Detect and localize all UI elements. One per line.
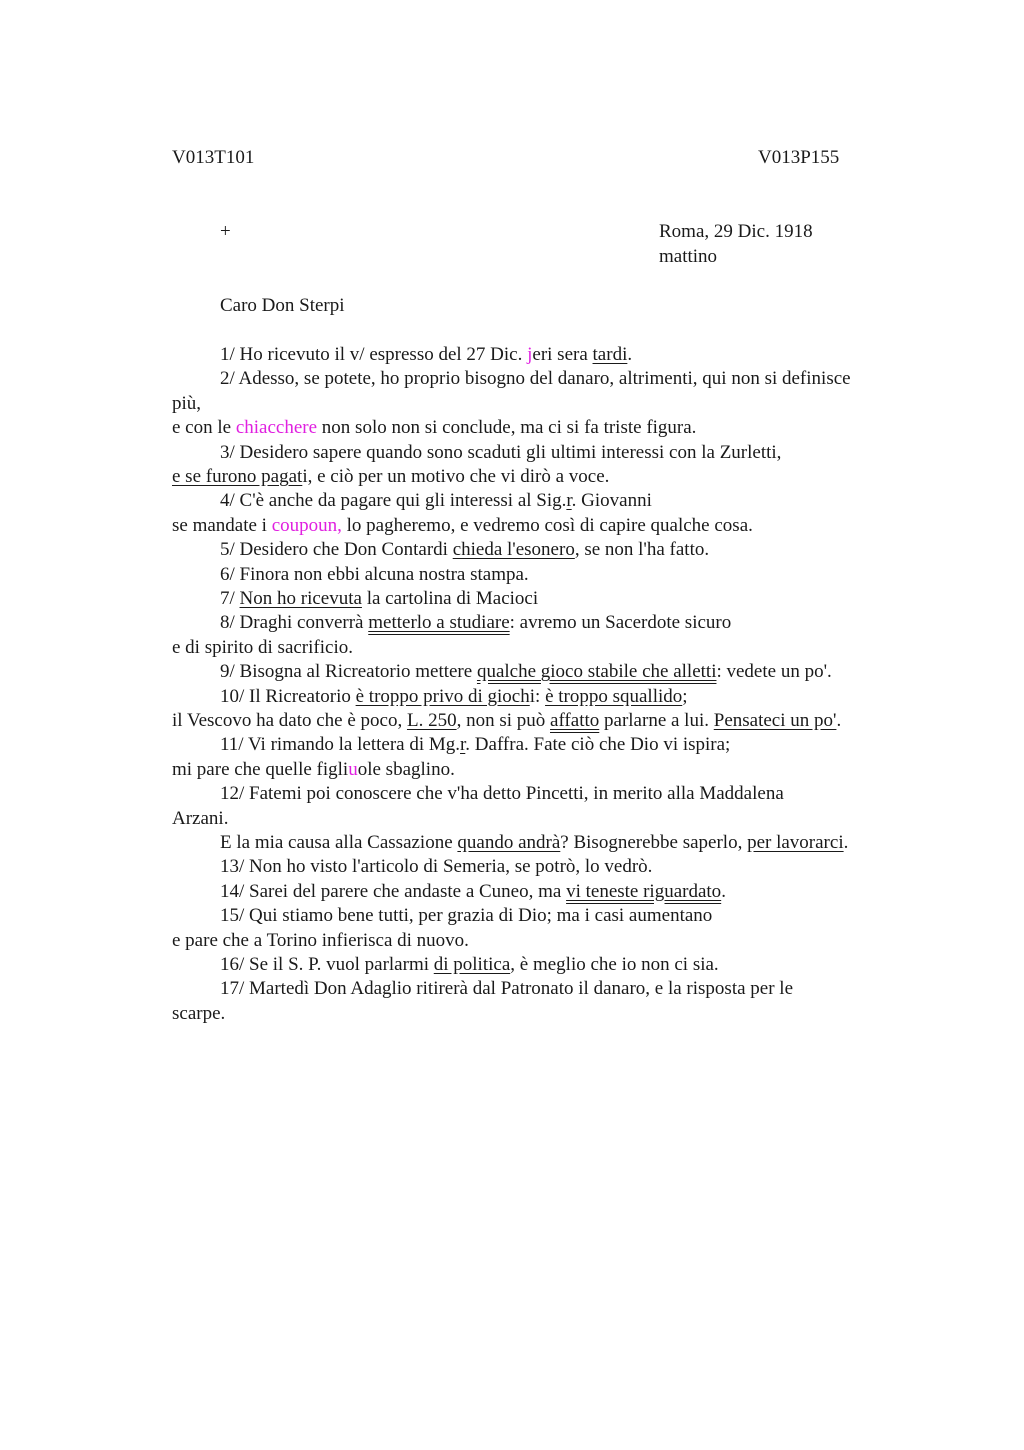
underlined-text: tardi [592,344,628,365]
letter-line [220,977,793,1001]
text-segment: 10/ Il Ricreatorio [220,685,356,707]
underlined-text: è troppo privo di gioch [355,685,530,707]
highlighted-text: j [527,344,533,365]
text-segment: 12/ Fatemi poi conoscere che v'ha detto Pincetti, in merito alla Maddalena [220,783,784,805]
text-segment: 9/ Bisogna al Ricreatorio mettere [220,661,477,683]
text-segment: 4/ C'è anche da pagare qui gli interessi al Sig. [220,490,567,512]
letter-line [172,1002,225,1026]
letter-line [220,611,731,635]
text-segment: i, e ciò per un motivo che vi dirò a voce. [302,466,610,487]
text-segment: ole sbaglino. [357,758,455,780]
text-segment: ; [682,685,688,707]
letter-line [172,514,753,538]
cross-mark: + [220,221,231,242]
text-segment: 13/ Non ho visto l'articolo di Semeria, se potrò, lo vedrò. [220,856,653,878]
letter-line [220,343,632,367]
highlighted-text: chiacchere [235,417,318,439]
text-segment: il Vescovo ha dato che è poco, [172,710,407,731]
text-segment: mi pare che quelle figli [172,758,349,780]
text-segment: 11/ Vi rimando la lettera di Mg. [220,734,461,756]
underlined-text: chieda l'esonero [452,539,575,561]
text-segment: 2/ Adesso, se potete, ho proprio bisogno del danaro, altrimenti, qui non si definisce [220,368,851,390]
letter-line [220,685,688,709]
text-segment: . [843,832,849,853]
highlighted-text: u [348,758,358,780]
letter-line [172,636,353,660]
text-segment: . [721,880,726,902]
text-segment: se mandate i [172,514,272,536]
text-segment: . Daffra. Fate ciò che Dio vi ispira; [465,734,731,756]
letter-line [172,758,455,782]
text-segment: ? Bisognerebbe saperlo, [560,832,748,853]
text-segment: E la mia causa alla Cassazione [220,832,458,853]
letter-line [172,465,609,489]
text-segment: 7/ [220,588,240,609]
text-segment: 1/ Ho ricevuto il v/ espresso del 27 Dic. [220,344,528,365]
letter-line [220,441,781,465]
letter-line [220,904,712,928]
letter-line [220,587,538,611]
letter-line [220,782,784,806]
double-underlined-text: qualche gioco stabile che alletti [476,661,717,683]
double-underlined-text: vi teneste riguardato [566,880,722,902]
letter-line [220,563,529,587]
text-segment: 8/ Draghi converrà [220,612,369,634]
text-segment: , è meglio che io non ci sia. [510,954,719,975]
text-segment: 14/ Sarei del parere che andaste a Cuneo, ma [220,880,567,902]
text-segment: 16/ Se il S. P. vuol parlarmi [220,954,434,975]
underlined-text: Pensateci un po' [713,710,837,731]
underlined-text: Non ho ricevuta [239,588,362,609]
text-segment: : avremo un Sacerdote sicuro [509,612,732,634]
text-segment: e pare che a Torino infierisca di nuovo. [172,929,469,951]
underlined-text: per lavorarci [747,832,844,853]
underlined-text: di politica [433,954,511,975]
letter-line [220,538,709,562]
text-segment: i: [529,685,546,707]
page-code-right: V013P155 [758,147,840,168]
text-segment: 15/ Qui stiamo bene tutti, per grazia di Dio; ma i casi aumentano [220,905,713,927]
text-segment: 5/ Desidero che Don Contardi [220,539,453,561]
letter-line [220,367,851,391]
letter-line [220,660,832,684]
letter-line [172,416,696,440]
document-code-left: V013T101 [172,147,255,168]
text-segment: eri sera [532,344,593,365]
highlighted-text: coupoun, [271,514,342,536]
text-segment: la cartolina di Macioci [361,588,539,609]
double-underlined-text: metterlo a studiare [368,612,510,634]
letter-line [172,709,841,733]
text-segment: Arzani. [172,807,229,829]
text-segment: scarpe. [172,1002,226,1024]
text-segment: , non si può [456,710,551,731]
salutation: Caro Don Sterpi [220,295,345,316]
underlined-text: e se furono pagat [172,466,303,487]
text-segment: più, [172,392,202,414]
time-of-day: mattino [659,246,718,267]
underlined-text: quando andrà [457,832,561,853]
letter-line [220,733,730,757]
text-segment: : vedete un po'. [716,661,832,683]
underlined-text: r [460,734,466,756]
double-underlined-text: affatto [550,710,600,731]
place-date: Roma, 29 Dic. 1918 [659,221,813,242]
text-segment: 6/ Finora non ebbi alcuna nostra stampa. [220,563,529,585]
text-segment: 17/ Martedì Don Adaglio ritirerà dal Patronato il danaro, e la risposta per le [220,978,793,1000]
text-segment: e di spirito di sacrificio. [172,636,353,658]
text-segment: . [627,344,633,365]
underlined-text: è troppo squallido [545,685,683,707]
text-segment: . Giovanni [571,490,652,512]
underlined-text: r [566,490,572,512]
letter-line [220,953,719,977]
text-segment: , se non l'ha fatto. [574,539,710,561]
text-segment: non solo non si conclude, ma ci si fa triste figura. [317,417,697,439]
letter-line [172,807,228,831]
letter-line [220,880,726,904]
letter-line [220,855,652,879]
letter-line [220,831,848,855]
text-segment: . [836,710,842,731]
letter-line [172,392,201,416]
letter-line [220,489,652,513]
text-segment: 3/ Desidero sapere quando sono scaduti gli ultimi interessi con la Zurletti, [220,441,782,463]
letter-line [172,929,469,953]
text-segment: lo pagheremo, e vedremo così di capire qualche cosa. [341,514,753,536]
underlined-text: L. 250 [406,710,457,731]
text-segment: e con le [172,417,236,439]
text-segment: parlarne a lui. [599,710,714,731]
